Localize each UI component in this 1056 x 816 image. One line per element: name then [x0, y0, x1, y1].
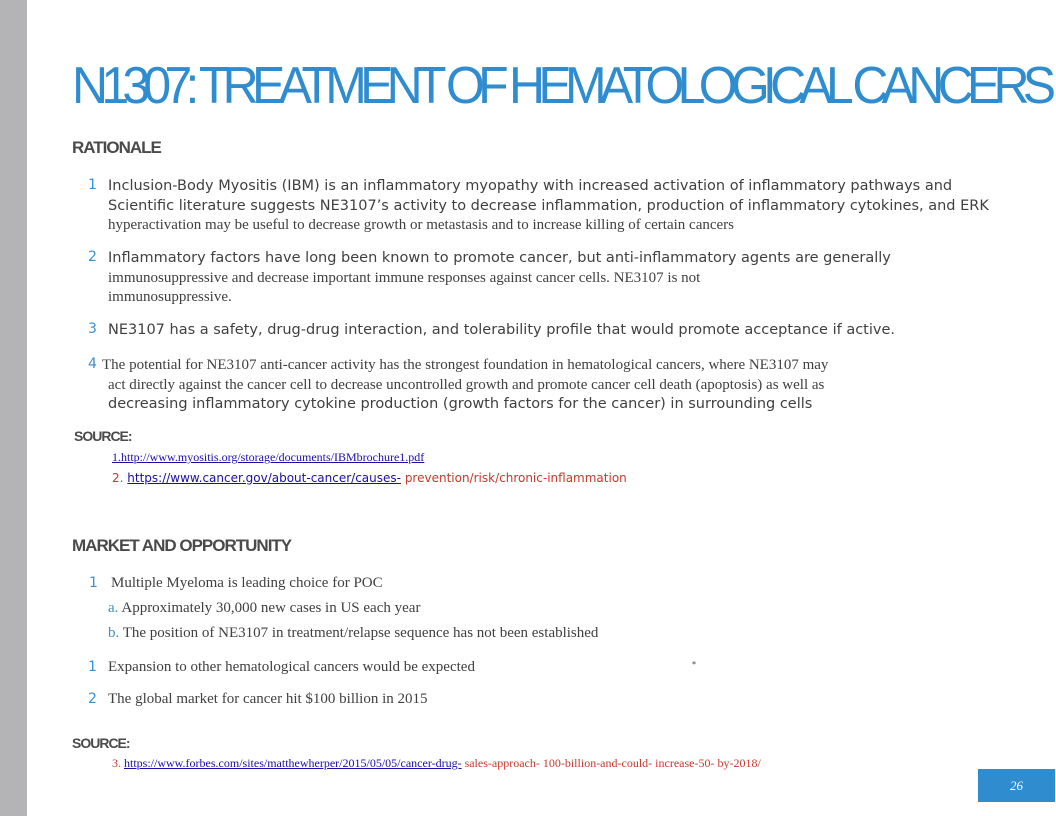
source-link-2-number: 2. — [112, 471, 124, 485]
rationale-item-3-line-1: NE3107 has a safety, drug-drug interaction, and tolerability profile that would promote acceptance if active. — [108, 322, 896, 338]
list-number: 3 — [88, 321, 97, 337]
rationale-item-4-line-3: decreasing inflammatory cytokine production (growth factors for the cancer) in surrounding cells — [108, 396, 813, 412]
left-accent-bar — [0, 0, 27, 816]
market-subitem-a-text: Approximately 30,000 new cases in US each year — [121, 600, 421, 616]
list-number: 1 — [89, 575, 98, 591]
rationale-item-1-line-1: Inclusion-Body Myositis (IBM) is an inflammatory myopathy with increased activation of inflammatory pathways and — [108, 178, 953, 194]
sub-list-label: a. — [108, 600, 119, 616]
market-item-3 — [88, 690, 428, 710]
source-heading-2: SOURCE: — [72, 735, 130, 751]
market-item-1-text: Multiple Myeloma is leading choice for POC — [111, 575, 383, 591]
page-number: 26 — [1010, 777, 1023, 793]
rationale-heading: RATIONALE — [72, 138, 161, 157]
list-number: 1 — [88, 177, 97, 193]
source-link-3[interactable]: https://www.forbes.com/sites/matthewherper/2015/05/05/cancer-drug- — [124, 756, 462, 770]
market-subitem-b — [108, 624, 598, 644]
rationale-item-1-line-2: Scientific literature suggests NE3107’s activity to decrease inflammation, production of inflammatory cytokines, and ERK — [108, 197, 989, 214]
source-link-2[interactable]: https://www.cancer.gov/about-cancer/causes- — [127, 471, 401, 485]
rationale-item-2-line-3: immunosuppressive. — [108, 289, 232, 305]
source-link-3-row — [112, 756, 761, 771]
rationale-item-4-line-1: The potential for NE3107 anti-cancer activity has the strongest foundation in hematological cancers, where NE3107 may — [102, 357, 829, 373]
rationale-item-1-line-3: hyperactivation may be useful to decrease growth or metastasis and to increase killing of certain cancers — [108, 217, 735, 233]
rationale-item-1 — [88, 177, 1003, 236]
rationale-item-2 — [88, 249, 1003, 308]
rationale-item-4-line-2: act directly against the cancer cell to decrease uncontrolled growth and promote cancer cell death (apoptosis) as well as — [108, 376, 825, 393]
list-number: 2 — [88, 249, 97, 265]
list-number: 4 — [88, 356, 97, 372]
source-link-2-row — [112, 471, 627, 485]
market-item-3-text: The global market for cancer hit $100 billion in 2015 — [108, 691, 428, 707]
source-link-1[interactable]: 1.http://www.myositis.org/storage/documents/IBMbrochure1.pdf — [112, 450, 425, 464]
source-link-3-number: 3. — [112, 756, 121, 770]
source-link-2-rest: prevention/risk/chronic-inflammation — [404, 471, 627, 485]
rationale-item-3 — [88, 321, 1003, 341]
market-item-1 — [89, 574, 383, 594]
list-number: 2 — [88, 691, 97, 707]
market-item-2-text: Expansion to other hematological cancers would be expected — [108, 659, 475, 675]
source-heading-1: SOURCE: — [74, 428, 132, 444]
slide-title: N1307: TREATMENT OF HEMATOLOGICAL CANCERS — [72, 57, 1050, 115]
market-subitem-b-text: The position of NE3107 in treatment/relapse sequence has not been established — [122, 625, 599, 641]
rationale-item-4 — [88, 356, 1003, 415]
sub-list-label: b. — [108, 625, 120, 641]
rationale-item-2-line-1: Inflammatory factors have long been known to promote cancer, but anti-inflammatory agents are generally — [108, 250, 891, 266]
market-subitem-a — [108, 599, 420, 619]
market-heading: MARKET AND OPPORTUNITY — [72, 536, 292, 555]
market-item-2 — [88, 658, 475, 678]
source-link-3-rest: sales-approach- 100-billion-and-could- increase-50- by-2018/ — [464, 756, 761, 770]
list-number: 1 — [88, 659, 97, 675]
page-number-box — [978, 769, 1055, 802]
rationale-item-2-line-2: immunosuppressive and decrease important immune responses against cancer cells. NE3107 is not — [108, 269, 701, 286]
source-link-1-row — [112, 450, 424, 465]
asterisk-mark: * — [692, 660, 696, 669]
